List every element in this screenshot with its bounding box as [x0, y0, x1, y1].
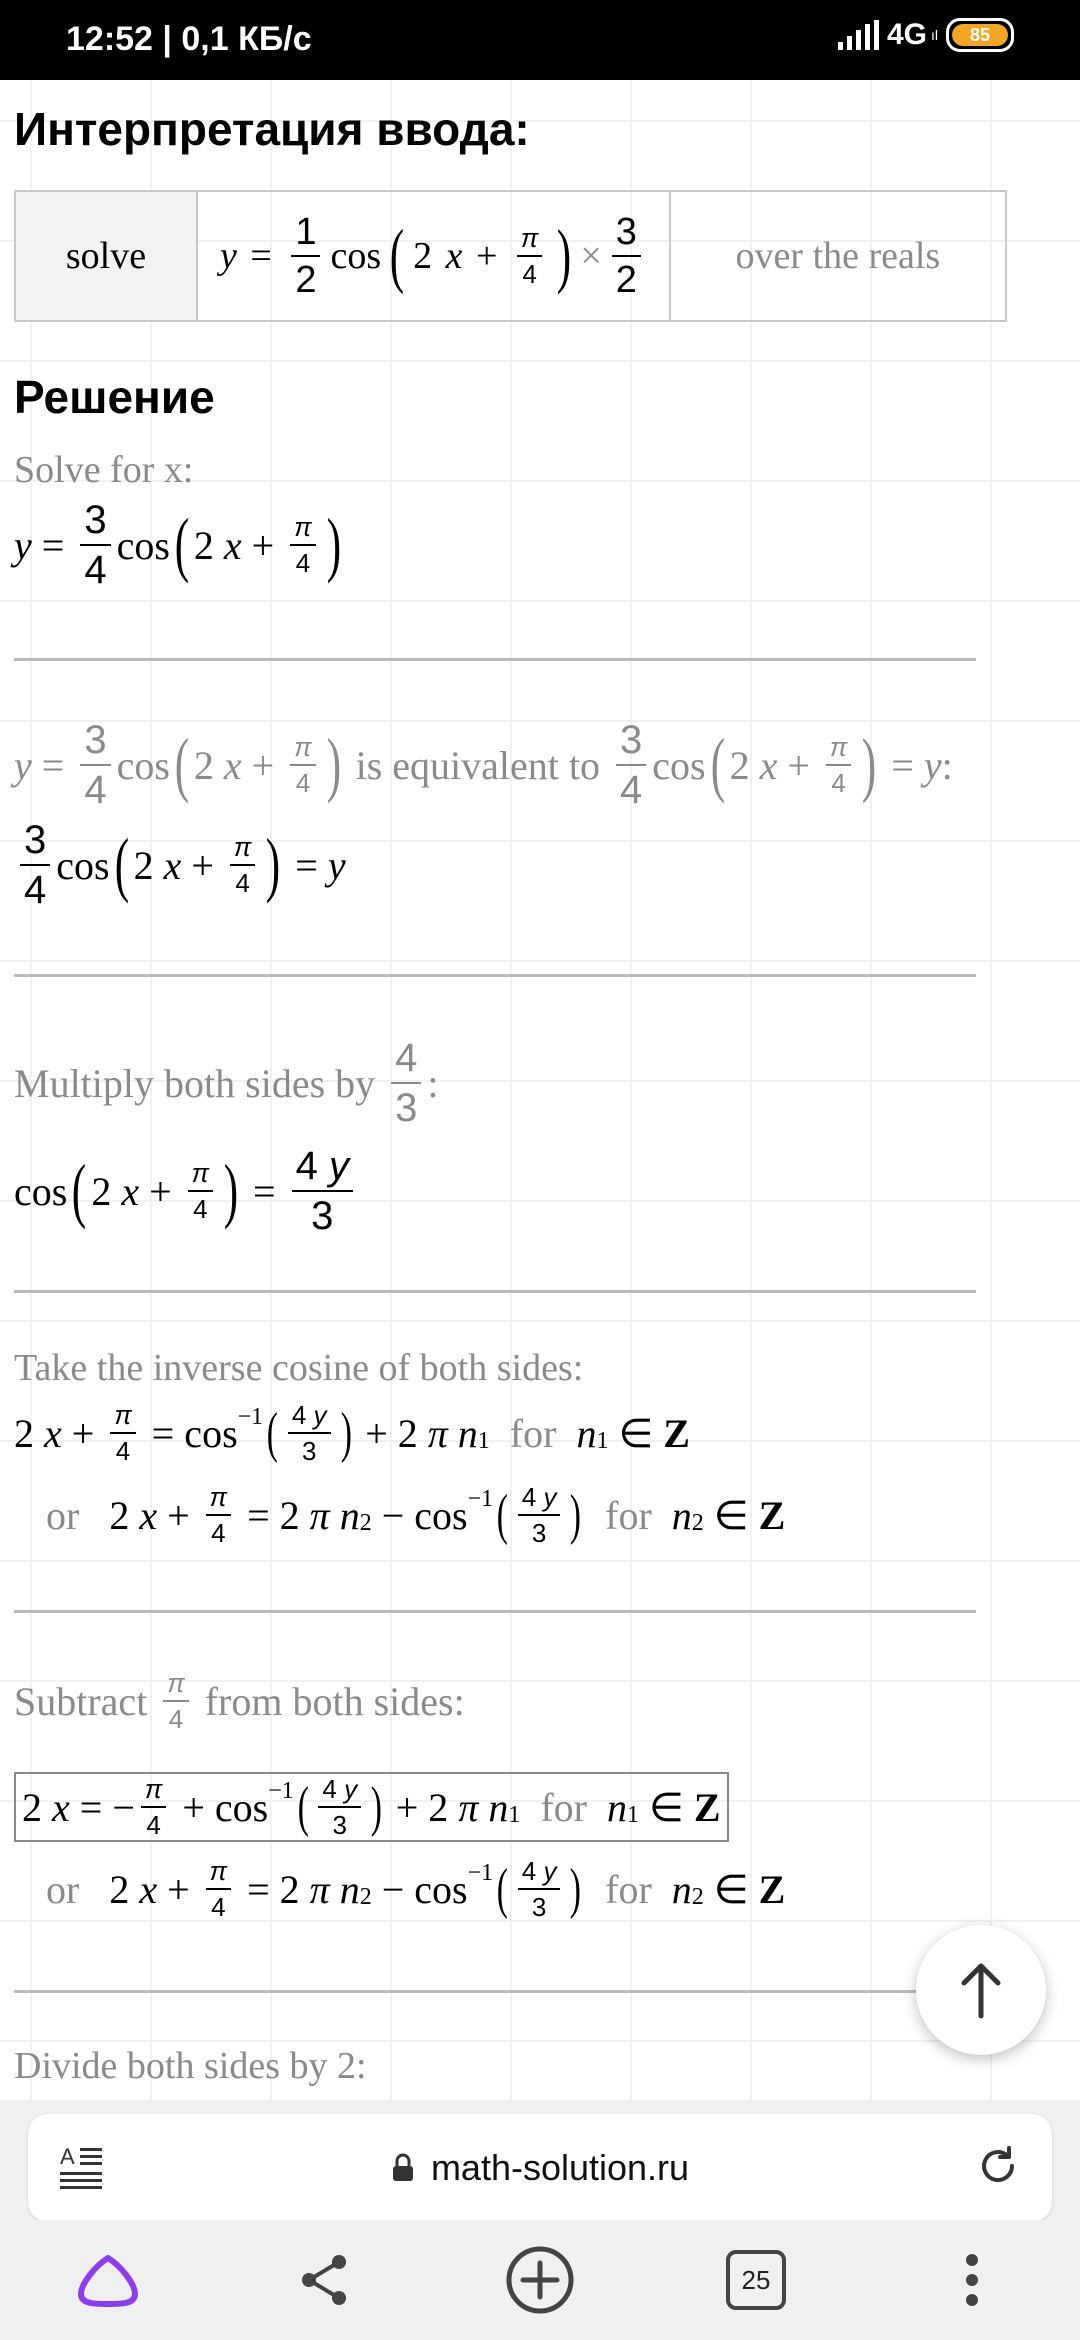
lock-icon [391, 2153, 415, 2183]
step-label: Divide both sides by 2: [14, 2045, 367, 2087]
alice-button[interactable] [48, 2230, 168, 2330]
step-label-multiply: Multiply both sides by $\frac{4}{3}$ : [14, 1036, 439, 1130]
tabs-button[interactable] [696, 2230, 816, 2330]
url-text: math-solution.ru [430, 2147, 690, 2188]
domain-cell: over the reals [670, 191, 1006, 321]
step-label-equivalence: y = $\frac{3}{4}$ cos ( 2 x + $\frac{\pi}{4}$ ) is equivalent to $\frac{3}{4}$ cos ( 2 x + $\frac{\pi}{4}$ ) = y : [14, 718, 953, 812]
equation-cell: y = $\frac{1}{2}$ cos ( 2 x + $\frac{\pi}{4}$ ) × $\frac{3}{2}$ [197, 191, 670, 321]
step-label-subtract: Subtract $\frac{\pi}{4}$ from both sides: [14, 1668, 465, 1734]
tab-count: 25 [726, 2250, 786, 2310]
or-text: or [46, 1492, 80, 1538]
network-activity: ıl [931, 27, 938, 43]
share-icon [299, 2253, 349, 2307]
step-divider [14, 1290, 976, 1293]
new-tab-button[interactable] [480, 2230, 600, 2330]
status-time: 12:52 | 0,1 КБ/с [66, 20, 312, 58]
page-content[interactable] [0, 80, 1080, 2100]
input-interpretation-table [14, 190, 1007, 322]
for-text: for [509, 1410, 557, 1456]
svg-text:A: A [60, 2144, 75, 2169]
or-text: or [46, 1866, 80, 1912]
browser-bottom-nav [0, 2220, 1080, 2340]
for-text: for [605, 1866, 652, 1912]
input-heading: Интерпретация ввода: [14, 103, 530, 155]
reload-icon [976, 2144, 1020, 2188]
url-display[interactable] [28, 2114, 1052, 2222]
battery-level: 85 [952, 24, 1008, 46]
equation: y = $\frac{3}{4}$ cos ( 2 x + $\frac{\pi}{4}$ ) [14, 498, 341, 592]
step-divider [14, 1990, 976, 1993]
address-bar[interactable] [28, 2114, 1052, 2222]
battery-icon [946, 18, 1014, 52]
step-label: Subtract [14, 1678, 148, 1724]
equation-highlighted: 2 x = − $\frac{\pi}{4}$ + cos −1 ( $\frac{4 y}{3}$ ) + 2 π n 1 for n 1 ∈ Z [14, 1772, 729, 1842]
menu-button[interactable] [912, 2230, 1032, 2330]
command-cell: solve [15, 191, 197, 321]
signal-icon [838, 20, 879, 50]
equation: or 2 x + $\frac{\pi}{4}$ = 2 π n 2 − cos −1 ( $\frac{4 y}{3}$ ) for n 2 ∈ Z [46, 1482, 786, 1548]
step-label: Multiply both sides by [14, 1060, 376, 1106]
step-label: Take the inverse cosine of both sides: [14, 1347, 584, 1389]
network-type: 4G [886, 18, 927, 51]
share-button[interactable] [264, 2230, 384, 2330]
step-divider [14, 974, 976, 977]
solution-heading: Решение [14, 371, 215, 423]
scroll-to-top-button[interactable] [916, 1925, 1046, 2055]
alice-icon [75, 2252, 141, 2308]
more-vertical-icon [964, 2252, 980, 2308]
step-divider [14, 658, 976, 661]
reload-button[interactable] [976, 2144, 1020, 2193]
step-label: from both sides: [204, 1678, 465, 1724]
step-label: Solve for x: [14, 449, 194, 491]
connector-text: is equivalent to [355, 742, 601, 788]
equation: cos ( 2 x + $\frac{\pi}{4}$ ) = $\frac{4 y}{3}$ [14, 1146, 359, 1236]
arrow-up-icon [956, 1960, 1006, 2020]
equation: 2 x + $\frac{\pi}{4}$ = cos −1 ( $\frac{4 y}{3}$ ) + 2 π n 1 for n 1 ∈ Z [14, 1400, 690, 1466]
equation: $\frac{3}{4}$ cos ( 2 x + $\frac{\pi}{4}$ ) = y [14, 820, 346, 910]
step-divider [14, 1610, 976, 1613]
status-bar [0, 0, 1080, 80]
for-text: for [605, 1492, 652, 1538]
equation: or 2 x + $\frac{\pi}{4}$ = 2 π n 2 − cos −1 ( $\frac{4 y}{3}$ ) for n 2 ∈ Z [46, 1856, 786, 1922]
status-indicators [838, 18, 1014, 52]
plus-circle-icon [505, 2245, 575, 2315]
browser-toolbar [0, 2100, 1080, 2220]
for-text: for [540, 1784, 587, 1830]
